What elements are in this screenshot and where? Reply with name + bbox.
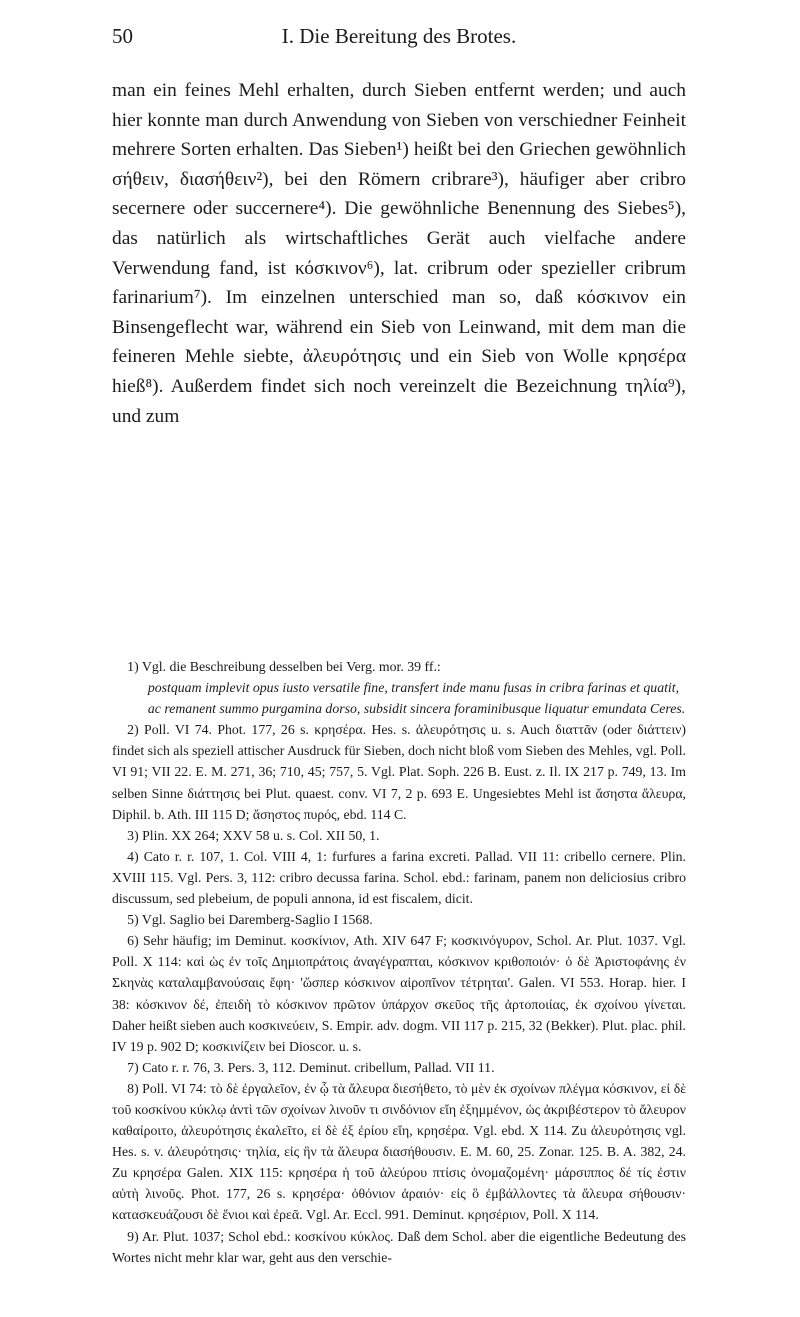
- footnote-9: 9) Ar. Plut. 1037; Schol ebd.: κοσκίνου κύκλος. Daß dem Schol. aber die eigentliche Bedeutung des Wortes nicht mehr klar war, geht aus den verschie-: [112, 1228, 686, 1265]
- running-title: I. Die Bereitung des Brotes.: [281, 24, 517, 48]
- footnote-4: 4) Cato r. r. 107, 1. Col. VIII 4, 1: furfures a farina excreti. Pallad. VII 11: cribello cernere. Plin. XVIII 115. Vgl. Pers. 3, 112: cribro decussa farina. Schol. ebd.: farinam, panem non deliciosius cribro discussum, sed plebeium, de populi annona, id est fiscalem, dicit.: [112, 848, 686, 907]
- footnote-7: 7) Cato r. r. 76, 3. Pers. 3, 112. Deminut. cribellum, Pallad. VII 11.: [127, 1059, 495, 1075]
- footnote-1-quote: postquam implevit opus iusto versatile fine, transfert inde manu fusas in cribra farinas et quatit, ac remanent summo purgamina dorso, subsidit sincera foraminibusque liquatur emundata Ceres.: [147, 680, 686, 717]
- footnotes: [112, 656, 686, 1268]
- footnote-1-intro: 1) Vgl. die Beschreibung desselben bei Verg. mor. 39 ff.:: [127, 659, 441, 674]
- footnote-6: 6) Sehr häufig; im Deminut. κοσκίνιον, Ath. XIV 647 F; κοσκινόγυρον, Schol. Ar. Plut. 1037. Vgl. Poll. X 114: καὶ ὡς ἐν τοῖς Δημιοπράτοις ἀναγέγραπται, κόσκινον κριθοποιόν· ὁ δὲ Ἀριστοφάνης ἐν Σκηνὰς καταλαμβανούσαις ἔφη· 'ὥσπερ κόσκινον αἰροπῖνον τέτρηται'. Galen. VI 553. Horap. hier. I 38: κόσκινον δέ, ἐπειδὴ τὸ κόσκινον πρῶτον ὑπάρχον σκεῦος τῆς ἀρτοποιίας, ἐκ σχοίνου γίνεται. Daher heißt sieben auch κοσκινεύειν, S. Empir. adv. dogm. VII 117 p. 215, 32 (Bekker). Plut. plac. phil. IV 19 p. 902 D; κοσκινίζειν bei Dioscor. u. s.: [112, 933, 686, 1054]
- running-header: [112, 24, 686, 54]
- body-paragraph: man ein feines Mehl erhalten, durch Sieben entfernt werden; und auch hier konnte man durch Anwendung von Sieben von verschiedner Feinheit mehrere Sorten erhalten. Das Sieben¹) heißt bei den Griechen gewöhnlich σήθειν, διασήθειν²), bei den Römern cribrare³), häufiger aber cribro secernere oder succernere⁴). Die gewöhnliche Benennung des Siebes⁵), das natürlich als wirtschaftliches Gerät auch vielfache andere Verwendung fand, ist κόσκινον⁶), lat. cribrum oder spezieller cribrum farinarium⁷). Im einzelnen unterschied man so, daß κόσκινον ein Binsengeflecht war, während ein Sieb von Leinwand, mit dem man die feineren Mehle siebte, ἀλευρότησις und ein Sieb von Wolle κρησέρα hieß⁸). Außerdem findet sich noch vereinzelt die Bezeichnung τηλία⁹), und zum: [112, 80, 686, 427]
- page-number: 50: [112, 24, 133, 48]
- main-text: [112, 76, 686, 431]
- footnote-2: 2) Poll. VI 74. Phot. 177, 26 s. κρησέρα. Hes. s. ἀλευρότησις u. s. Auch διαττᾶν (oder διάττειν) findet sich als speziell attischer Ausdruck für Sieben, doch nicht bloß vom Sieben des Mehles, vgl. Poll. VI 91; VII 22. E. M. 271, 36; 710, 45; 757, 5. Vgl. Plat. Soph. 226 B. Eust. z. Il. IX 217 p. 749, 13. Im selben Sinne διάττησις bei Plut. quaest. conv. VI 7, 2 p. 693 E. Ungesiebtes Mehl ist ἄσηστα ἄλευρα, Diphil. b. Ath. III 115 D; ἄσηστος πυρός, ebd. 114 C.: [112, 722, 686, 822]
- footnote-3: 3) Plin. XX 264; XXV 58 u. s. Col. XII 50, 1.: [127, 827, 380, 843]
- footnote-5: 5) Vgl. Saglio bei Daremberg-Saglio I 1568.: [127, 912, 373, 928]
- footnote-8: 8) Poll. VI 74: τὸ δὲ ἐργαλεῖον, ἐν ᾧ τὰ ἄλευρα διεσήθετο, τὸ μὲν ἐκ σχοίνων πλέγμα κόσκινον, εἰ δὲ τοῦ κοσκίνου κύκλῳ ἀντὶ τῶν σχοίνων λινοῦν τι σινδόνιον εἴη ἐξημμένον, ὡς ἀκριβέστερον τὸ ἄλευρον καθαίροιτο, ἀλευρότησις ἐκαλεῖτο, εἰ δὲ ἐξ ἐρίου εἴη, κρησέρα. Vgl. ebd. X 114. Zu ἀλευρότησις vgl. Hes. s. v. ἀλευρότησις· τηλία, εἰς ἣν τὰ ἄλευρα διασήθουσιν. E. M. 60, 25. Zonar. 125. B. A. 382, 24. Zu κρησέρα Galen. XIX 115: κρησέρα ἡ τοῦ ἀλεύρου πτίσις ὀνομαζομένη· μάρσιππος δέ τίς ἐστιν αὐτὴ λινοῦς. Phot. 177, 26 s. κρησέρα· ὀθόνιον ἀραιόν· εἰς ὃ ἐμβάλλοντες τὰ ἄλευρα σήθουσιν· κατασκευάζουσι δὲ ἔνιοι καὶ ἐρεᾶ. Vgl. Ar. Eccl. 991. Deminut. κρησέριον, Poll. X 114.: [112, 1080, 686, 1223]
